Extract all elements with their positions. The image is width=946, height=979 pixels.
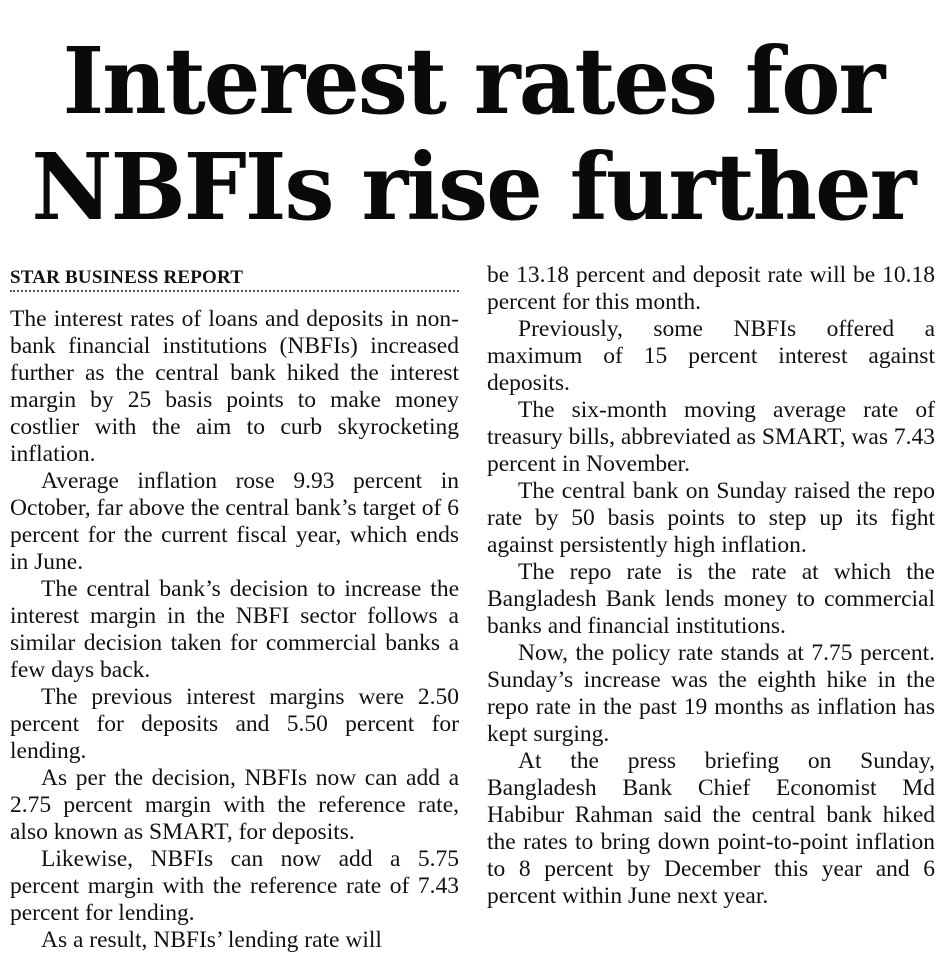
full-paragraph-7 <box>0 0 1 1</box>
paragraph-7-start: As a result, NBFIs’ lending rate will <box>41 927 382 953</box>
paragraph-1: The interest rates of loans and deposits in non-bank financial institutions (NBFIs) increased further as the central bank hiked the interest margin by 25 basis points to make money costlier with the aim to curb skyrocketing inflation. <box>10 306 459 467</box>
headline-line-2: NBFIs rise further <box>31 133 915 241</box>
article-column-right <box>487 262 935 979</box>
paragraph-6: Likewise, NBFIs can now add a 5.75 percent margin with the reference rate of 7.43 percent for lending. <box>10 846 459 926</box>
paragraph-5: As per the decision, NBFIs now can add a 2.75 percent margin with the reference rate, also known as SMART, for deposits. <box>10 765 459 845</box>
paragraph-4: The previous interest margins were 2.50 percent for deposits and 5.50 percent for lending. <box>10 684 459 764</box>
paragraph-11: The repo rate is the rate at which the Bangladesh Bank lends money to commercial banks and financial institutions. <box>487 559 935 639</box>
paragraph-13: At the press briefing on Sunday, Bangladesh Bank Chief Economist Md Habibur Rahman said the central bank hiked the rates to bring down point-to-point inflation to 8 percent by December this year and 6 percent within June next year. <box>487 748 935 909</box>
headline <box>17 28 930 240</box>
paragraph-9: The six-month moving average rate of treasury bills, abbreviated as SMART, was 7.43 percent in November. <box>487 397 935 477</box>
headline-line-1: Interest rates for <box>62 27 884 135</box>
article-column-left <box>10 262 459 979</box>
paragraph-12: Now, the policy rate stands at 7.75 percent. Sunday’s increase was the eighth hike in the repo rate in the past 19 months as inflation has kept surging. <box>487 640 935 747</box>
paragraph-10: The central bank on Sunday raised the repo rate by 50 basis points to step up its fight against persistently high inflation. <box>487 478 935 558</box>
paragraph-7-continued: be 13.18 percent and deposit rate will be 10.18 percent for this month. <box>487 262 935 315</box>
paragraph-8: Previously, some NBFIs offered a maximum of 15 percent interest against deposits. <box>487 316 935 396</box>
byline: STAR BUSINESS REPORT <box>10 262 459 292</box>
paragraph-2: Average inflation rose 9.93 percent in October, far above the central bank’s target of 6 percent for the current fiscal year, which ends in June. <box>10 468 459 575</box>
paragraph-3: The central bank’s decision to increase the interest margin in the NBFI sector follows a similar decision taken for commercial banks a few days back. <box>10 576 459 683</box>
